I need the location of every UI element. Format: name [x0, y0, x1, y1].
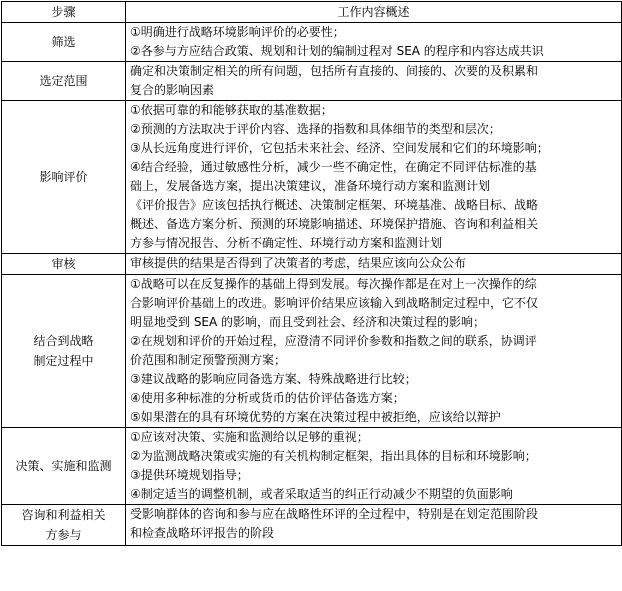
- content-line: 概述、备选方案分析、预测的环境影响描述、环境保护措施、咨询和利益相关: [130, 217, 539, 231]
- content-line: ②在规划和评价的开始过程，应澄清不同评价参数和指数之间的联系，协调评: [130, 334, 537, 348]
- step-label: 选定范围: [39, 74, 88, 88]
- sea-steps-table: [1, 1, 622, 546]
- step-cell: [2, 275, 126, 428]
- step-label: 制定过程中: [33, 354, 94, 368]
- step-cell: [2, 23, 126, 62]
- table-row: [2, 62, 622, 101]
- content-line: ④制定适当的调整机制，或者采取适当的纠正行动减少不期望的负面影响: [130, 487, 513, 501]
- content-line: 础上，发展备选方案，提出决策建议，准备环境行动方案和监测计划: [130, 179, 491, 193]
- step-label: 筛选: [51, 35, 76, 49]
- step-label: 结合到战略: [33, 334, 94, 348]
- content-line: 《评价报告》应该包括执行概述、决策制定框架、环境基准、战略目标、战略: [130, 198, 539, 212]
- step-label: 方参与: [45, 528, 82, 542]
- content-line: ③提供环境规划指导；: [130, 468, 249, 482]
- content-cell: [126, 505, 622, 546]
- content-line: ⑤如果潜在的具有环境优势的方案在决策过程中被拒绝，应该给以辩护: [130, 410, 501, 424]
- step-cell: [2, 428, 126, 505]
- content-cell: [126, 428, 622, 505]
- content-line: ①战略可以在反复操作的基础上得到发展。每次操作都是在对上一次操作的综: [130, 277, 537, 291]
- content-cell: [126, 62, 622, 101]
- content-cell: [126, 23, 622, 62]
- content-line: 复合的影响因素: [130, 83, 215, 97]
- content-line: 审核提供的结果是否得到了决策者的考虑，结果应该向公众公布: [130, 256, 467, 270]
- step-cell: [2, 505, 126, 546]
- header-content: 工作内容概述: [126, 2, 622, 23]
- step-label: 影响评价: [39, 170, 88, 184]
- step-label: 审核: [51, 257, 76, 271]
- content-cell: [126, 101, 622, 254]
- step-label: 咨询和利益相关: [21, 508, 106, 522]
- header-step: 步骤: [2, 2, 126, 23]
- step-cell: [2, 62, 126, 101]
- content-line: ①依据可靠的和能够获取的基准数据；: [130, 103, 333, 117]
- step-label: 决策、实施和监测: [15, 459, 112, 473]
- step-cell: [2, 101, 126, 254]
- content-line: 和检查战略环评报告的阶段: [130, 526, 275, 540]
- content-line: ②为监测战略决策或实施的有关机构制定框架，指出具体的目标和环境影响；: [130, 449, 537, 463]
- content-line: 受影响群体的咨询和参与应在战略性环评的全过程中，特别是在划定范围阶段: [130, 507, 539, 521]
- content-line: ②预测的方法取决于评价内容、选择的指数和具体细节的类型和层次；: [130, 122, 501, 136]
- content-line: ②各参与方应结合政策、规划和计划的编制过程对 SEA 的程序和内容达成共识: [130, 44, 544, 58]
- content-cell: [126, 254, 622, 275]
- content-line: 方参与情况报告、分析不确定性、环境行动方案和监测计划: [130, 236, 443, 250]
- content-line: ①应该对决策、实施和监测给以足够的重视；: [130, 430, 369, 444]
- content-line: ④使用多种标准的分析或货币的估价评估备选方案；: [130, 391, 405, 405]
- content-line: 价范围和制定预警预测方案；: [130, 353, 287, 367]
- table-row: [2, 505, 622, 546]
- content-line: 确定和决策制定相关的所有问题，包括所有直接的、间接的、次要的及积累和: [130, 64, 539, 78]
- content-line: ①明确进行战略环境影响评价的必要性；: [130, 25, 345, 39]
- content-line: ④结合经验，通过敏感性分析，减少一些不确定性，在确定不同评估标准的基: [130, 160, 537, 174]
- content-line: 明显地受到 SEA 的影响，而且受到社会、经济和决策过程的影响；: [130, 315, 486, 329]
- table-row: [2, 254, 622, 275]
- content-line: ③建议战略的影响应同备选方案、特殊战略进行比较；: [130, 372, 417, 386]
- table-row: [2, 428, 622, 505]
- table-row: [2, 101, 622, 254]
- table-row: [2, 23, 622, 62]
- content-line: ③从长远角度进行评价，它包括未来社会、经济、空间发展和它们的环境影响；: [130, 141, 549, 155]
- step-cell: [2, 254, 126, 275]
- content-cell: [126, 275, 622, 428]
- table-row: [2, 275, 622, 428]
- header-row: [2, 2, 622, 23]
- content-line: 合影响评价基础上的改进。影响评价结果应该输入到战略制定过程中，它不仅: [130, 296, 539, 310]
